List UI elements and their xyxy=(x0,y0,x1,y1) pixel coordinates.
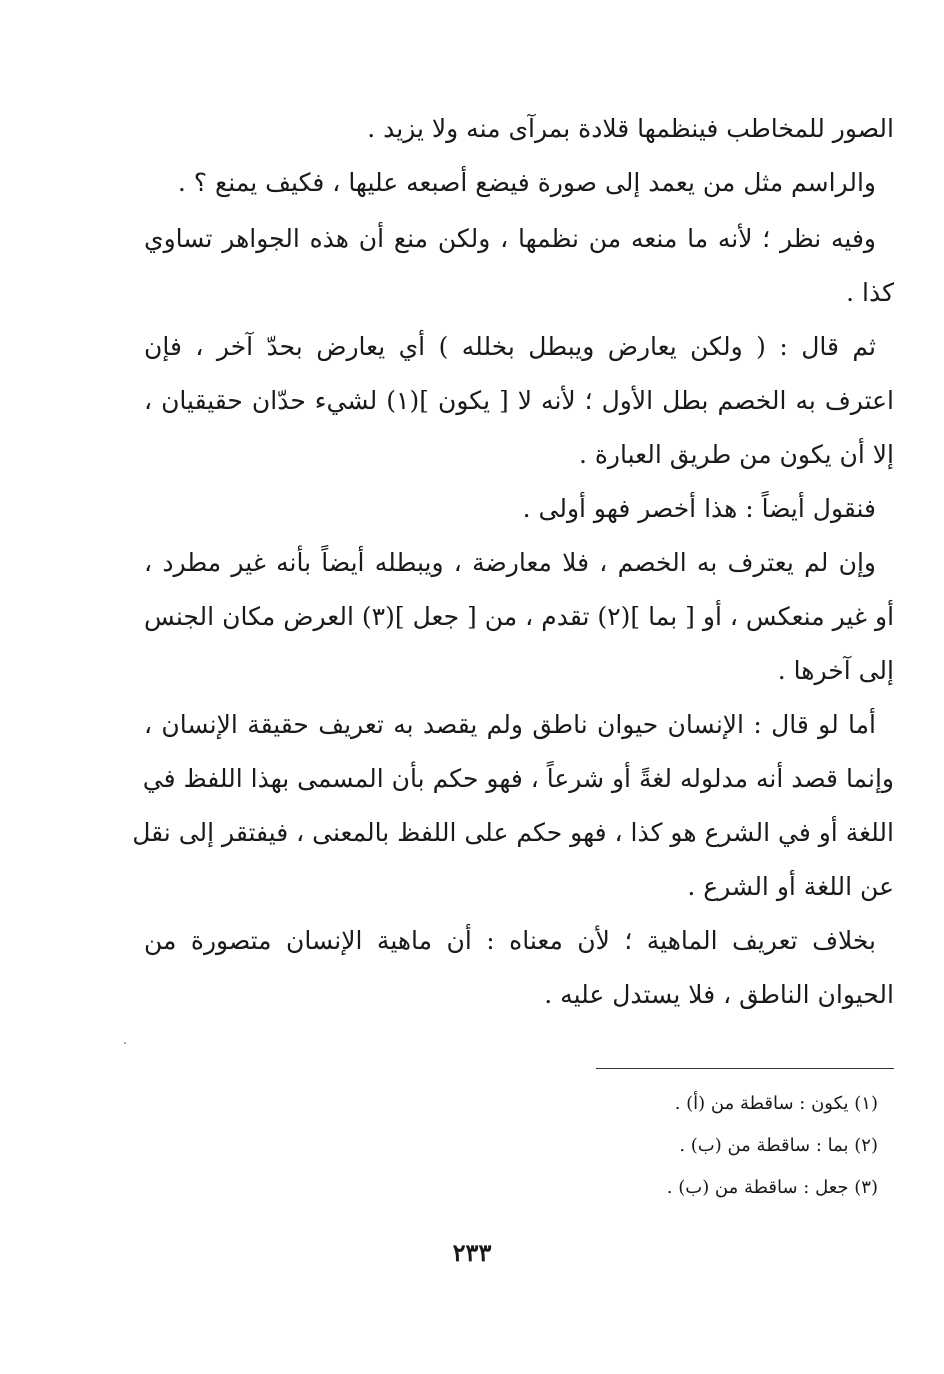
scan-speck xyxy=(124,1042,126,1044)
body-line-6: اعترف به الخصم بطل الأول ؛ لأنه لا [ يكون ](١) لشيء حدّان حقيقيان ، xyxy=(144,386,894,415)
footnote-2: (٢) بما : ساقطة من (ب) . xyxy=(679,1135,878,1156)
body-line-15: عن اللغة أو الشرع . xyxy=(687,872,894,901)
body-line-5: ثم قال : ( ولكن يعارض ويبطل بخلله ) أي يعارض بحدّ آخر ، فإن xyxy=(144,332,876,361)
body-line-17: الحيوان الناطق ، فلا يستدل عليه . xyxy=(544,980,894,1009)
body-line-2: والراسم مثل من يعمد إلى صورة فيضع أصبعه عليها ، فكيف يمنع ؟ . xyxy=(177,168,876,197)
body-line-7: إلا أن يكون من طريق العبارة . xyxy=(578,440,894,469)
body-line-16: بخلاف تعريف الماهية ؛ لأن معناه : أن ماهية الإنسان متصورة من xyxy=(144,926,876,955)
page-number: ٢٣٣ xyxy=(452,1238,492,1267)
body-line-1: الصور للمخاطب فينظمها قلادة بمرآى منه ولا يزيد . xyxy=(367,114,894,143)
footnote-1: (١) يكون : ساقطة من (أ) . xyxy=(674,1093,878,1114)
footnote-separator xyxy=(596,1068,894,1069)
body-line-3: وفيه نظر ؛ لأنه ما منعه من نظمها ، ولكن منع أن هذه الجواهر تساوي xyxy=(144,224,876,253)
body-line-13: وإنما قصد أنه مدلوله لغةً أو شرعاً ، فهو حكم بأن المسمى بهذا اللفظ في xyxy=(142,764,894,793)
body-line-8: فنقول أيضاً : هذا أخصر فهو أولى . xyxy=(522,494,876,523)
body-line-4: كذا . xyxy=(846,278,894,307)
body-line-11: إلى آخرها . xyxy=(777,656,894,685)
body-line-10: أو غير منعكس ، أو [ بما ](٢) تقدم ، من [ جعل ](٣) العرض مكان الجنس xyxy=(144,602,895,631)
body-line-14: اللغة أو في الشرع هو كذا ، فهو حكم على اللفظ بالمعنى ، فيفتقر إلى نقل xyxy=(132,818,894,847)
body-line-9: وإن لم يعترف به الخصم ، فلا معارضة ، ويبطله أيضاً بأنه غير مطرد ، xyxy=(144,548,876,577)
footnote-3: (٣) جعل : ساقطة من (ب) . xyxy=(666,1177,878,1198)
body-line-12: أما لو قال : الإنسان حيوان ناطق ولم يقصد به تعريف حقيقة الإنسان ، xyxy=(144,710,876,739)
